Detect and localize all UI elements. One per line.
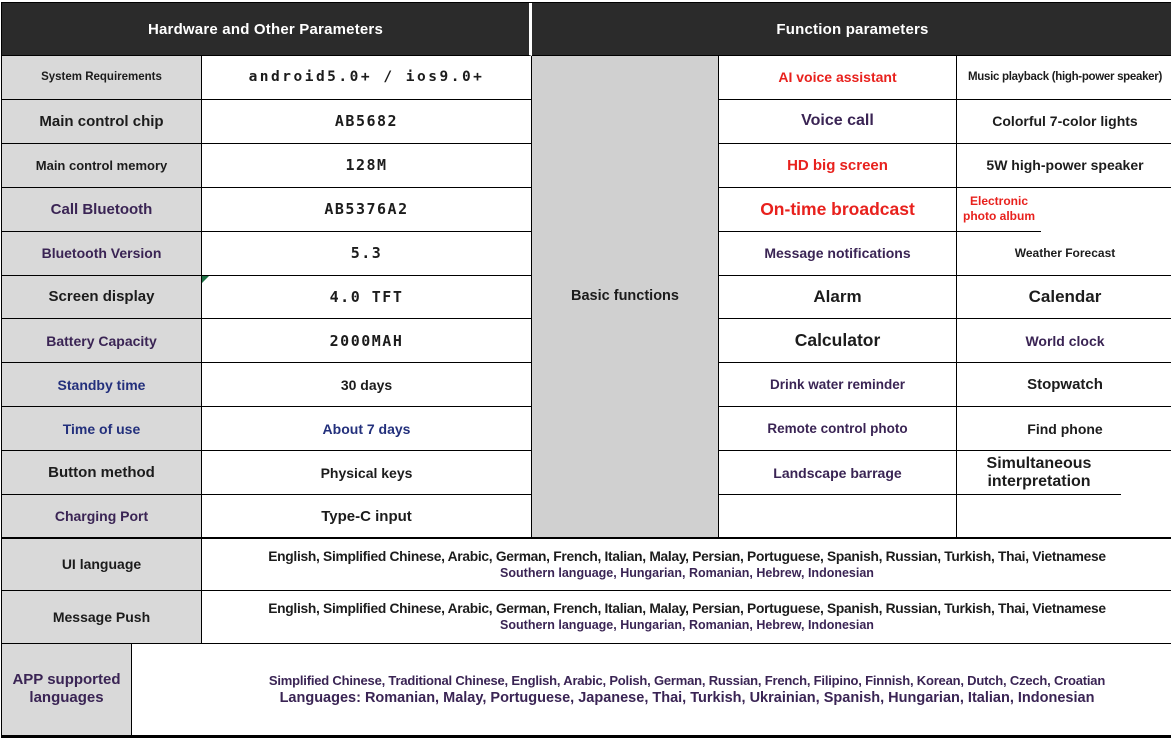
spec-label-standby-time: Standby time <box>2 363 202 407</box>
function-empty-cell <box>719 495 957 539</box>
function-hd-big-screen: HD big screen <box>719 144 957 188</box>
spec-sheet <box>1 2 1171 738</box>
function-find-phone: Find phone <box>957 407 1171 451</box>
spec-value-system-requirements: android5.0+ / ios9.0+ <box>202 56 532 100</box>
function-calendar: Calendar <box>957 276 1171 320</box>
spec-value-bluetooth-version: 5.3 <box>202 232 532 276</box>
function-remote-control-photo: Remote control photo <box>719 407 957 451</box>
language-row-label-app-supported: APP supported languages <box>2 644 132 735</box>
function-simultaneous-interpretation: Simultaneous interpretation <box>957 451 1121 495</box>
spec-value-charging-port: Type-C input <box>202 495 532 539</box>
function-ai-voice-assistant: AI voice assistant <box>719 56 957 100</box>
function-message-notifications: Message notifications <box>719 232 957 276</box>
spec-label-screen-display: Screen display <box>2 276 202 320</box>
spec-label-bluetooth-version: Bluetooth Version <box>2 232 202 276</box>
function-drink-water-reminder: Drink water reminder <box>719 363 957 407</box>
basic-functions-cell: Basic functions <box>532 56 719 539</box>
spec-value-call-bluetooth: AB5376A2 <box>202 188 532 232</box>
spec-value-main-control-memory: 128M <box>202 144 532 188</box>
language-list-line1: English, Simplified Chinese, Arabic, German, French, Italian, Malay, Persian, Portuguese, Spanish, Russian, Turkish, Thai, Vietnamese <box>268 601 1106 617</box>
spec-label-charging-port: Charging Port <box>2 495 202 539</box>
spec-label-button-method: Button method <box>2 451 202 495</box>
spec-value-screen-display <box>202 276 532 320</box>
functions-header: Function parameters <box>532 3 1171 56</box>
language-row-label-ui-language: UI language <box>2 539 202 591</box>
function-colorful-lights: Colorful 7-color lights <box>957 100 1171 144</box>
function-on-time-broadcast: On-time broadcast <box>719 188 957 232</box>
language-list-line2: Southern language, Hungarian, Romanian, Hebrew, Indonesian <box>500 618 874 633</box>
function-weather-forecast: Weather Forecast <box>957 232 1171 276</box>
language-list-line2: Southern language, Hungarian, Romanian, Hebrew, Indonesian <box>500 565 874 580</box>
function-electronic-photo-album: Electronic photo album <box>957 188 1041 232</box>
function-voice-call: Voice call <box>719 100 957 144</box>
language-list-line1: Simplified Chinese, Traditional Chinese, English, Arabic, Polish, German, Russian, French, Filipino, Finnish, Korean, Dutch, Czech, Croatian <box>268 672 1106 688</box>
language-row-value-app-supported <box>202 644 1171 735</box>
spec-label-call-bluetooth: Call Bluetooth <box>2 188 202 232</box>
function-world-clock: World clock <box>957 319 1171 363</box>
function-calculator: Calculator <box>719 319 957 363</box>
spec-value-battery-capacity: 2000MAH <box>202 319 532 363</box>
spec-value-standby-time: 30 days <box>202 363 532 407</box>
hardware-header: Hardware and Other Parameters <box>2 3 532 56</box>
language-row-label-message-push: Message Push <box>2 591 202 644</box>
language-row-value-ui-language <box>202 539 1171 591</box>
spec-value-time-of-use: About 7 days <box>202 407 532 451</box>
spec-value-text: 4.0 TFT <box>329 287 404 306</box>
language-list-line1: English, Simplified Chinese, Arabic, German, French, Italian, Malay, Persian, Portuguese, Spanish, Russian, Turkish, Thai, Vietnamese <box>268 548 1106 564</box>
language-row-value-message-push <box>202 591 1171 644</box>
function-music-playback: Music playback (high-power speaker) <box>957 56 1171 100</box>
function-alarm: Alarm <box>719 276 957 320</box>
spec-label-main-control-memory: Main control memory <box>2 144 202 188</box>
function-landscape-barrage: Landscape barrage <box>719 451 957 495</box>
spec-label-battery-capacity: Battery Capacity <box>2 319 202 363</box>
function-stopwatch: Stopwatch <box>957 363 1171 407</box>
function-empty-cell <box>957 495 1171 539</box>
spec-label-time-of-use: Time of use <box>2 407 202 451</box>
spec-value-button-method: Physical keys <box>202 451 532 495</box>
comment-marker-icon <box>202 276 209 283</box>
spec-label-system-requirements: System Requirements <box>2 56 202 100</box>
language-list-line2: Languages: Romanian, Malay, Portuguese, Japanese, Thai, Turkish, Ukrainian, Spanish, Hungarian, Italian, Indonesian <box>279 689 1095 706</box>
spec-label-main-control-chip: Main control chip <box>2 100 202 144</box>
function-5w-speaker: 5W high-power speaker <box>957 144 1171 188</box>
spec-value-main-control-chip: AB5682 <box>202 100 532 144</box>
